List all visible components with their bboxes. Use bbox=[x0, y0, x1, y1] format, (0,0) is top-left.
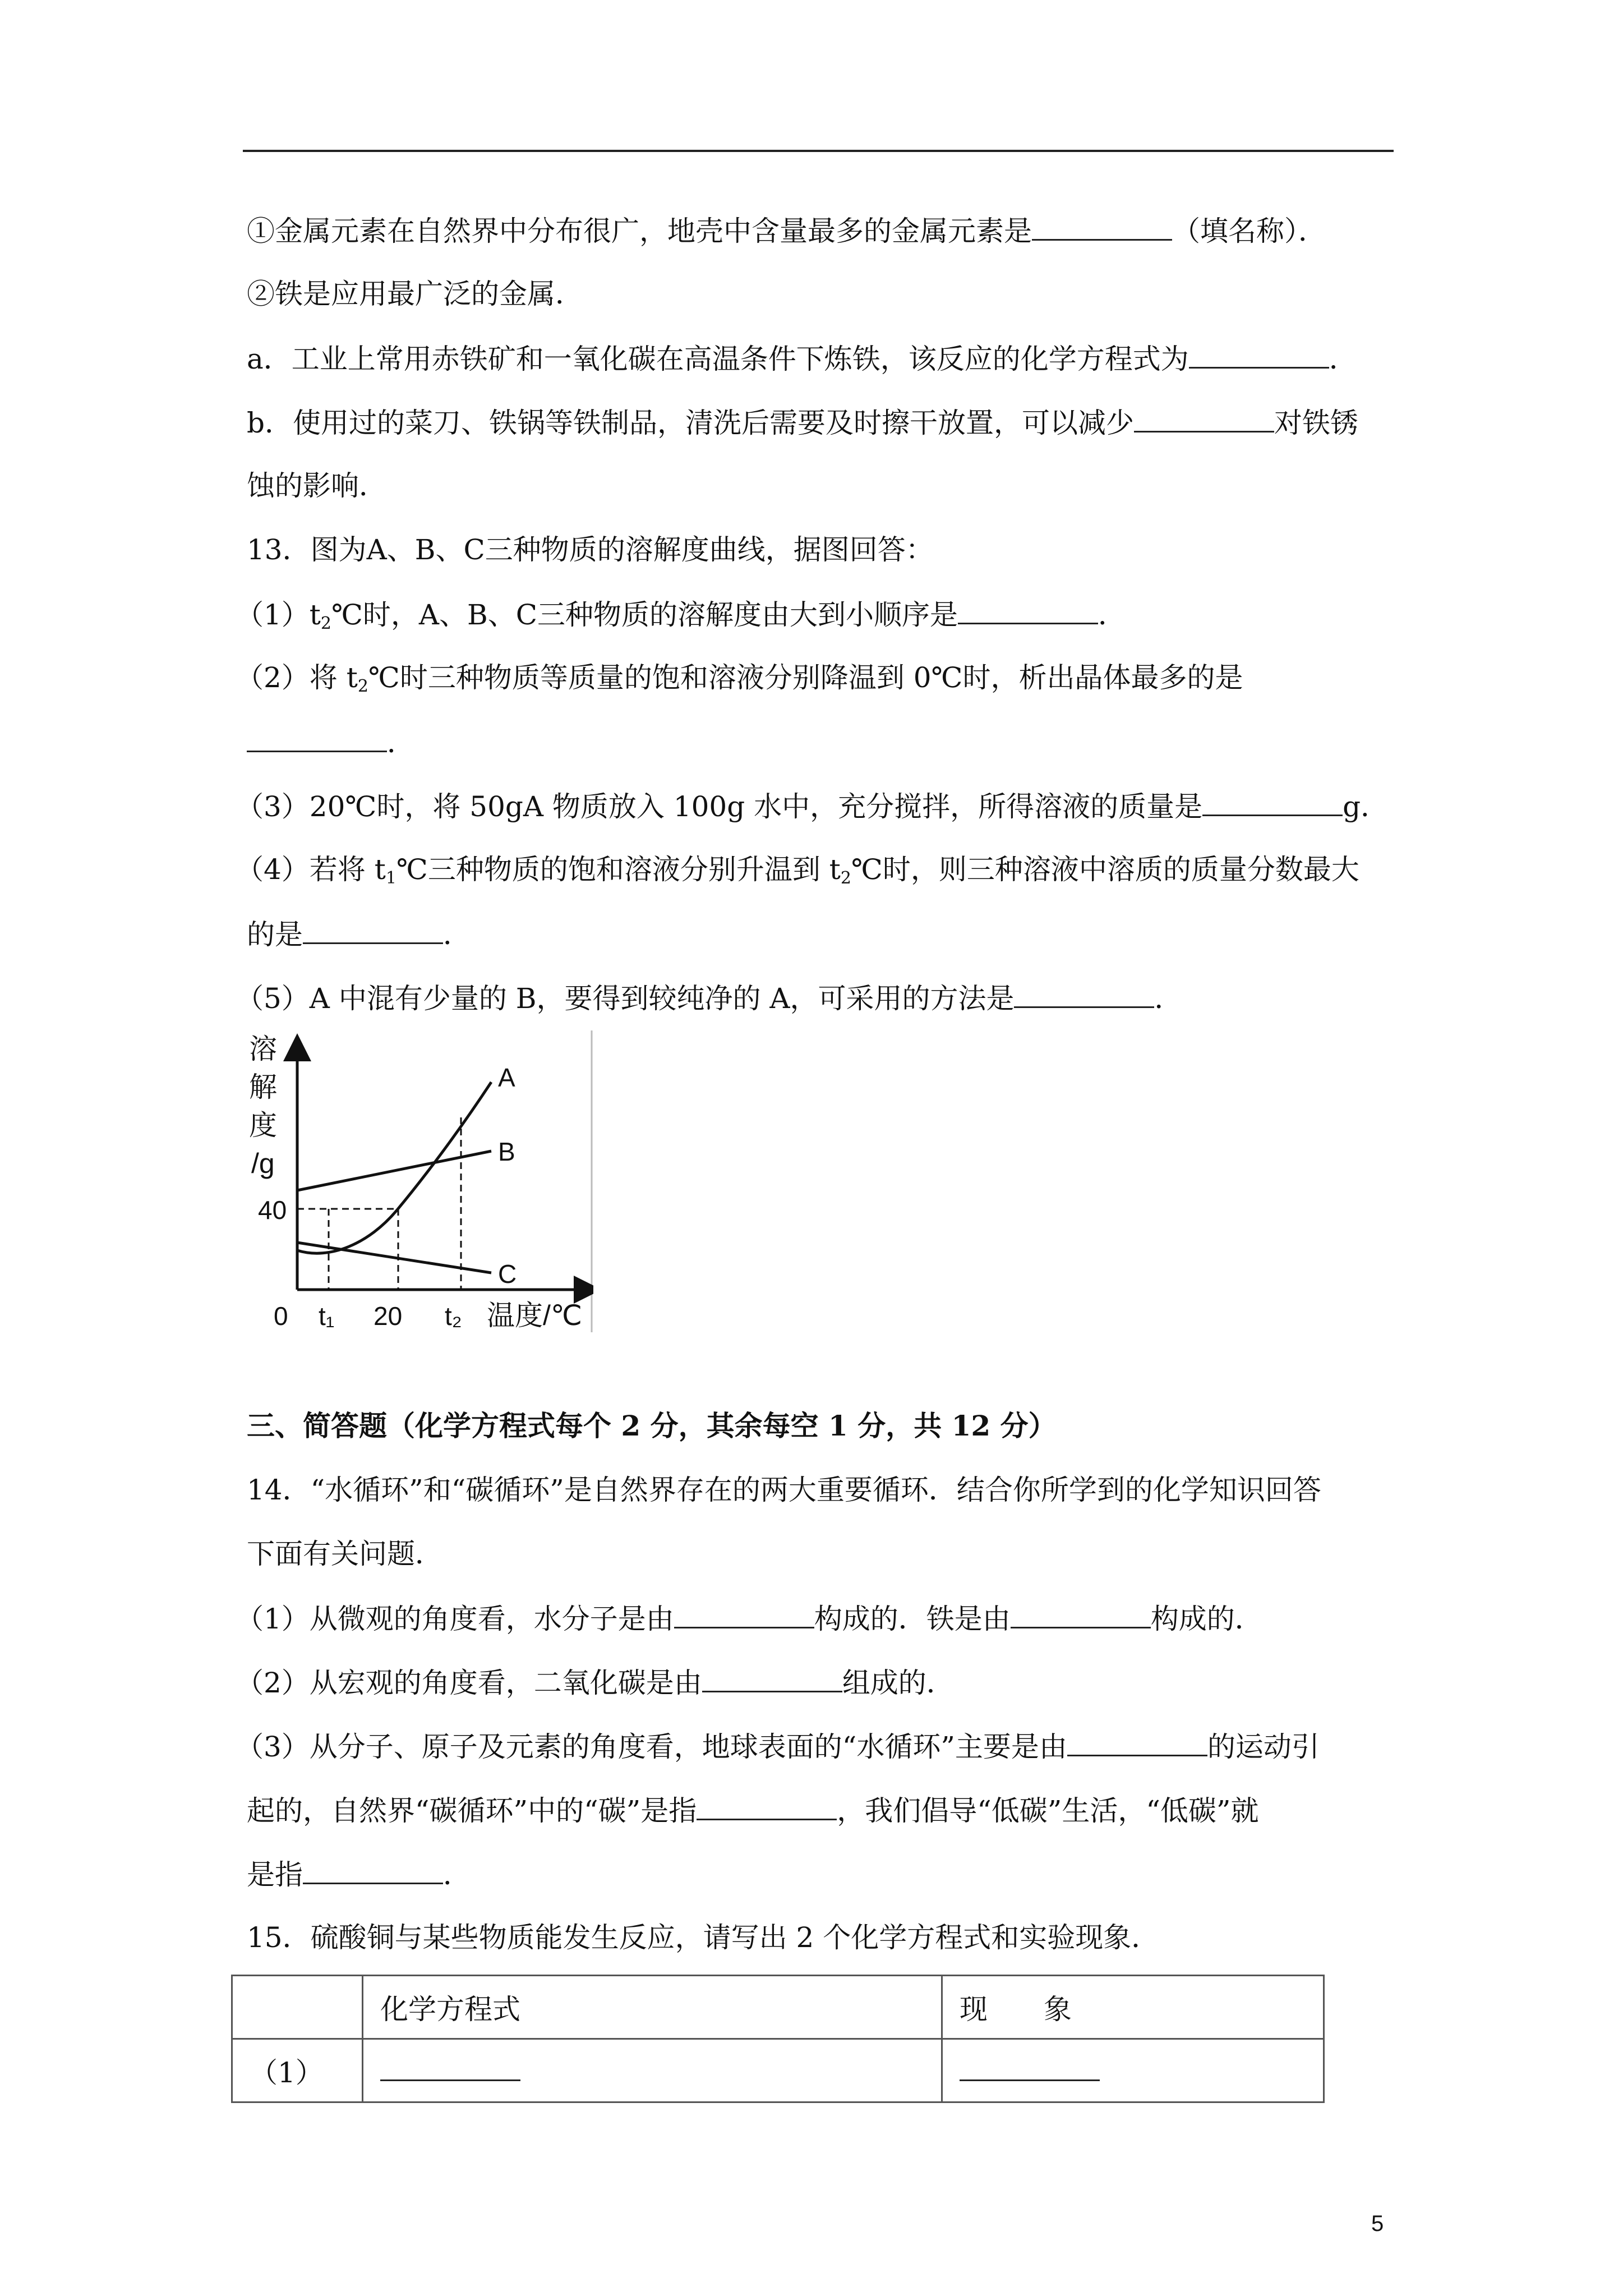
text-line: ②铁是应用最广泛的金属． bbox=[247, 278, 583, 310]
answer-blank[interactable] bbox=[1189, 341, 1329, 369]
answer-blank[interactable] bbox=[1014, 981, 1154, 1008]
question-14-stem: 14．“水循环”和“碳循环”是自然界存在的两大重要循环．结合你所学到的化学知识回答 bbox=[247, 1474, 1321, 1506]
y-tick-40: 40 bbox=[258, 1195, 287, 1225]
question-13-part-5: （5）A 中混有少量的 B，要得到较纯净的 A，可采用的方法是 ． bbox=[236, 981, 1182, 1015]
text-line: 蚀的影响． bbox=[247, 470, 387, 502]
y-label-4: /g bbox=[251, 1148, 275, 1179]
question-15-stem: 15．硫酸铜与某些物质能发生反应，请写出 2 个化学方程式和实验现象． bbox=[247, 1921, 1160, 1954]
answer-blank[interactable] bbox=[674, 1601, 814, 1628]
answer-blank[interactable] bbox=[247, 725, 387, 752]
question-14-part-2: （2）从宏观的角度看，二氧化碳是由 组成的． bbox=[236, 1665, 955, 1700]
table-header-row bbox=[232, 1976, 1324, 2039]
text-line: a．工业上常用赤铁矿和一氧化碳在高温条件下炼铁，该反应的化学方程式为 ． bbox=[247, 341, 1357, 376]
table-cell-phenomenon[interactable] bbox=[942, 2039, 1324, 2102]
solubility-curve-figure bbox=[246, 1030, 593, 1332]
question-13-part-3: （3）20℃时，将 50gA 物质放入 100g 水中，充分搅拌，所得溶液的质量是 g． bbox=[236, 789, 1389, 823]
question-14-stem-cont: 下面有关问题． bbox=[247, 1538, 443, 1570]
answer-blank[interactable] bbox=[1067, 1729, 1207, 1756]
page-number: 5 bbox=[1371, 2211, 1384, 2236]
table-header-phenomenon: 现 象 bbox=[942, 1976, 1324, 2039]
question-13-part-4: （4）若将 $t_1℃$三种物质的饱和溶液分别升温到 $t_2℃$时，则三种溶液中溶质的质量分数最大 bbox=[236, 853, 1359, 888]
answer-blank[interactable] bbox=[697, 1793, 837, 1820]
answer-blank[interactable] bbox=[958, 597, 1098, 624]
answer-blank[interactable] bbox=[380, 2054, 520, 2081]
answer-blank[interactable] bbox=[1202, 789, 1343, 816]
reaction-table bbox=[231, 1975, 1325, 2103]
question-14-part-1: （1）从微观的角度看，水分子是由 构成的．铁是由 构成的． bbox=[236, 1601, 1263, 1636]
y-label-1: 溶 bbox=[249, 1033, 277, 1065]
header-rule bbox=[243, 150, 1394, 152]
y-label-2: 解 bbox=[249, 1071, 277, 1103]
text-line: b．使用过的菜刀、铁锅等铁制品，清洗后需要及时擦干放置，可以减少 对铁锈 bbox=[247, 405, 1358, 440]
table-row-label: （1） bbox=[232, 2039, 363, 2102]
question-14-part-3: （3）从分子、原子及元素的角度看，地球表面的“水循环”主要是由 的运动引 bbox=[236, 1729, 1320, 1764]
question-13-part-2: （2）将 $t_2℃$时三种物质等质量的饱和溶液分别降温到 0℃时，析出晶体最多的是 bbox=[236, 661, 1243, 696]
x-tick-t2: t₂ bbox=[445, 1301, 462, 1331]
question-13-part-2-blank: ． bbox=[247, 725, 415, 760]
question-14-part-3-end: 是指 ． bbox=[247, 1857, 471, 1892]
question-13-part-1: $(1)t_2℃$时，A、B、C三种物质的溶解度由大到小顺序是 ． bbox=[236, 597, 1126, 641]
x-tick-20: 20 bbox=[374, 1301, 403, 1331]
table-header-equation: 化学方程式 bbox=[363, 1976, 942, 2039]
answer-blank[interactable] bbox=[303, 917, 443, 944]
text-line: ①金属元素在自然界中分布很广，地壳中含量最多的金属元素是 （填名称）． bbox=[247, 213, 1326, 248]
answer-blank[interactable] bbox=[1011, 1601, 1151, 1628]
question-13-stem: 13．图为A、B、C三种物质的溶解度曲线，据图回答： bbox=[247, 533, 934, 566]
y-label-3: 度 bbox=[249, 1110, 277, 1141]
table-header-cell bbox=[232, 1976, 363, 2039]
curve-c-label: C bbox=[498, 1259, 517, 1289]
answer-blank[interactable] bbox=[1134, 405, 1274, 432]
x-axis-label: 温度/℃ bbox=[487, 1300, 583, 1331]
table-row bbox=[232, 2039, 1324, 2102]
table-cell-equation[interactable] bbox=[363, 2039, 942, 2102]
curve-a-label: A bbox=[498, 1063, 515, 1092]
answer-blank[interactable] bbox=[303, 1857, 443, 1884]
x-tick-0: 0 bbox=[274, 1301, 288, 1331]
x-tick-t1: t₁ bbox=[319, 1301, 335, 1331]
question-14-part-3-cont: 起的，自然界“碳循环”中的“碳”是指 ，我们倡导“低碳”生活，“低碳”就 bbox=[247, 1793, 1259, 1828]
question-13-part-4-cont: 的是 ． bbox=[247, 917, 471, 951]
answer-blank[interactable] bbox=[1032, 213, 1172, 241]
curve-b-label: B bbox=[498, 1137, 515, 1166]
answer-blank[interactable] bbox=[702, 1665, 842, 1692]
section-3-title: 三、简答题（化学方程式每个 2 分，其余每空 1 分，共 12 分） bbox=[247, 1409, 1057, 1442]
answer-blank[interactable] bbox=[960, 2054, 1100, 2081]
